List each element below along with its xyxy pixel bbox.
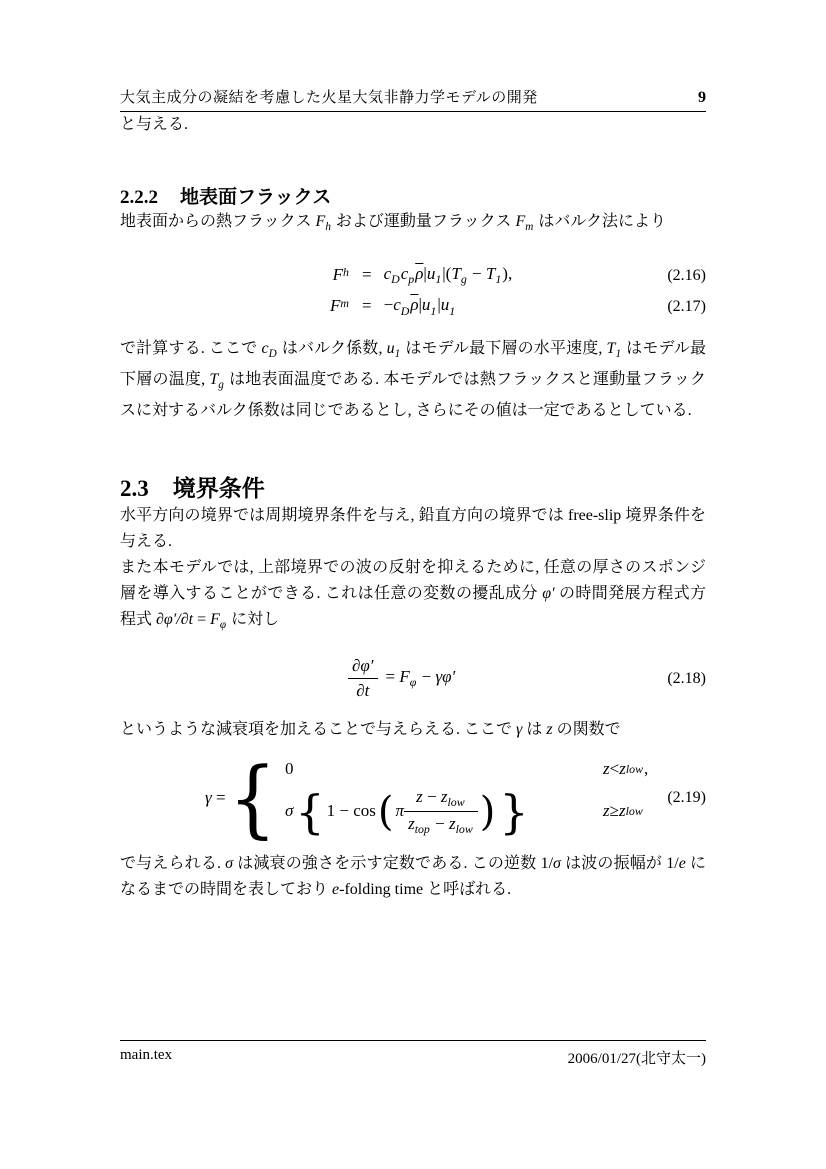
footer-filename: main.tex (120, 1047, 173, 1063)
paragraph-intro: と与える. (120, 116, 189, 133)
footer-date-author: 2006/01/27(北守太一) (567, 1051, 706, 1067)
equation-rhs: $-c_D\overline{\rho}|u_1|u_1$ (383, 295, 456, 318)
equation-2-18 (120, 656, 706, 702)
equation-lhs: F h (332, 264, 349, 284)
equation-2-17 (120, 295, 706, 317)
case-condition: z ≥ z low (603, 801, 643, 821)
section-heading-2-2-2 (120, 182, 706, 209)
fraction-numerator: ∂φ′ (348, 656, 378, 679)
section-title: 地表面フラックス (180, 187, 332, 208)
section-heading-2-3 (120, 470, 706, 503)
section-number: 2.2.2 (120, 187, 158, 208)
equation-number: (2.18) (667, 669, 706, 687)
case-condition: z < z low , (603, 759, 649, 779)
one-minus-cos: 1 − cos (326, 801, 376, 821)
equation-group-216-217 (120, 264, 706, 318)
section-number: 2.3 (120, 475, 149, 501)
fraction-denominator: $z_{top} - z_{low}$ (408, 814, 473, 837)
equation-rhs: = $F_\varphi - \gamma\varphi'$ (385, 667, 456, 690)
equation-number: (2.17) (667, 297, 706, 315)
fraction (348, 656, 378, 702)
pi-symbol: π (395, 801, 405, 821)
paragraph-sponge: また本モデルでは, 上部境界での波の反射を抑えるために, 任意の厚さのスポンジ層を導入することができる. これは任意の変数の擾乱成分 φ′ の時間発展方程式方程式 $\partial\varphi'/\partial t = F_\varphi$ に対し (120, 558, 706, 631)
paragraph-damping: というような減衰項を加えることで与えらえる. ここで γ は z の関数で (120, 721, 621, 739)
section-title: 境界条件 (172, 474, 265, 501)
equation-relation: = (362, 264, 372, 284)
equation-rhs: $c_Dc_p\overline{\rho}|u_1|(T_g - T_1)$, (383, 263, 513, 287)
equation-lhs: γ = (205, 787, 226, 807)
case-expression: 0 (285, 759, 294, 779)
case-expression: σ { 1 − cos ( π $\frac{z - z_{low}}{z_{top} - z_{low}}$ ) } (285, 784, 529, 839)
fraction (404, 787, 478, 837)
case-row-1 (285, 759, 648, 779)
paragraph-flux: 地表面からの熱フラックス $F_h$ および運動量フラックス $F_m$ はバルク法により (120, 213, 666, 233)
sigma-symbol: σ (285, 801, 294, 821)
equation-relation: = (362, 296, 372, 316)
running-header (120, 0, 706, 112)
fraction-numerator: $z - z_{low}$ (404, 787, 478, 812)
piecewise-cases: { 0 z < z low , σ { 1 − cos ( π $\frac{z - z_{low}}{z_{top} - z_{low}}$ ) } z ≥ z low (228, 748, 649, 847)
fraction-denominator: ∂t (356, 680, 370, 700)
page-footer (120, 1040, 706, 1068)
equation-lhs: F m (330, 296, 349, 316)
running-header-title: 大気主成分の凝結を考慮した火星大気非静力学モデルの開発 (120, 89, 538, 106)
equation-number: (2.19) (667, 789, 706, 807)
paragraph-calc: で計算する. ここで $c_D$ はバルク係数, $u_1$ はモデル最下層の水平速度, $T_1$ はモデル最下層の温度, $T_g$ は地表面温度である. 本モデルでは熱フラックスと運動量フラックスに対するバルク係数は同じであるとし, さらにその値は一定であるとしている. (120, 339, 706, 419)
paragraph-boundary: 水平方向の境界では周期境界条件を与え, 鉛直方向の境界では free-slip 境界条件を与える. (120, 506, 706, 550)
page-number: 9 (698, 89, 706, 106)
case-row-2 (285, 784, 648, 839)
equation-2-19 (120, 748, 706, 847)
equation-2-16 (120, 264, 706, 286)
equation-number: (2.16) (667, 266, 706, 284)
paragraph-sigma: で与えられる. σ は減衰の強さを示す定数である. この逆数 1/σ は波の振幅が 1/e になるまでの時間を表しており e-folding time と呼ばれる. (120, 854, 706, 898)
